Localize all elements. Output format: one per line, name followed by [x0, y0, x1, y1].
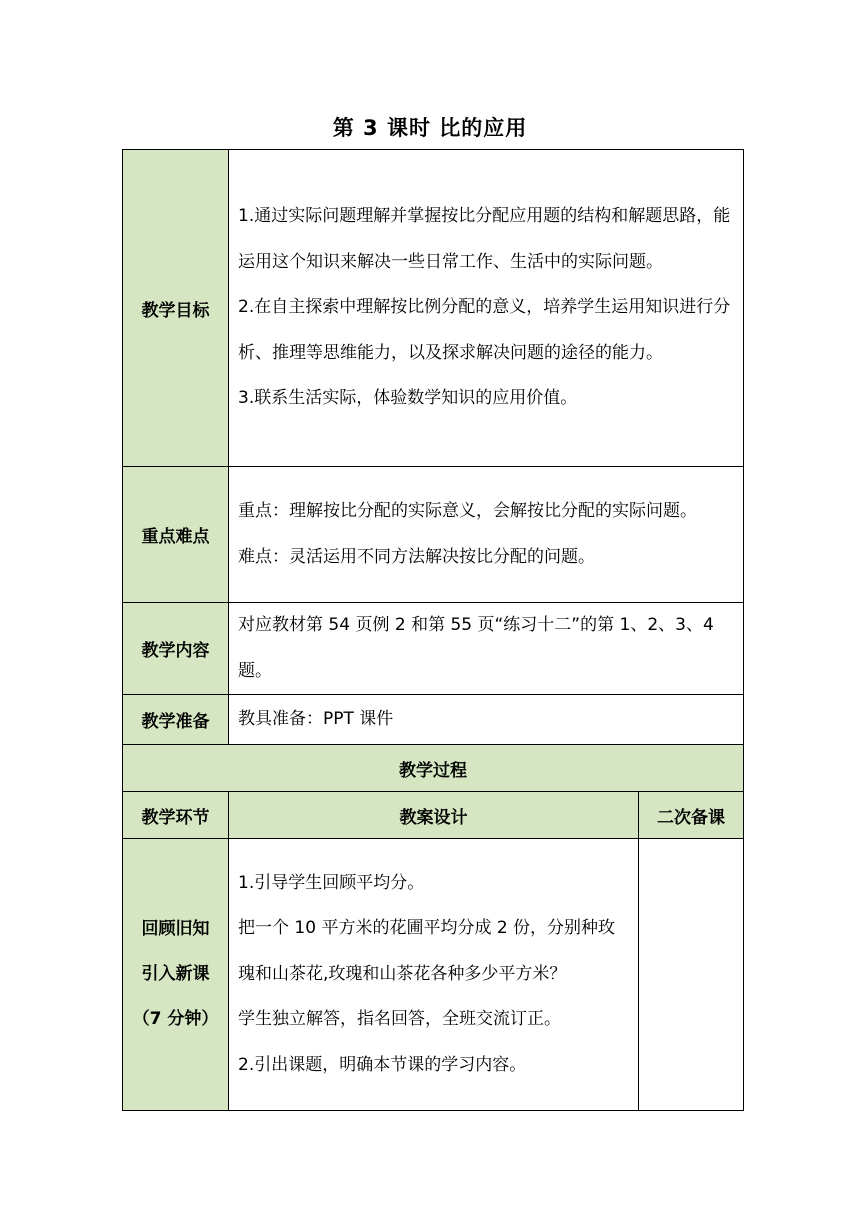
design-item: 学生独立解答，指名回答，全班交流订正。 — [238, 1009, 561, 1030]
key-point-text: 重点：理解按比分配的实际意义，会解按比分配的实际问题。 — [238, 501, 697, 521]
process-heading: 教学过程 — [123, 745, 744, 792]
objectives-label: 教学目标 — [123, 150, 229, 467]
preparation-text: 教具准备：PPT 课件 — [229, 695, 744, 745]
objectives-row — [123, 150, 744, 467]
stage-label-line: 引入新课 — [141, 964, 210, 984]
stage-label-line: 回顾旧知 — [141, 919, 210, 939]
stage-duration: （7 分钟） — [132, 1009, 219, 1029]
stage-design-cell — [229, 839, 639, 1111]
design-item: 把一个 10 平方米的花圃平均分成 2 份，分别种玫瑰和山茶花,玫瑰和山茶花各种多少平方米？ — [238, 918, 616, 984]
key-points-label: 重点难点 — [123, 467, 229, 603]
objective-item: 3.联系生活实际，体验数学知识的应用价值。 — [238, 388, 578, 409]
design-item: 1.引导学生回顾平均分。 — [238, 872, 425, 893]
page-title: 第 3 课时 比的应用 — [332, 116, 528, 140]
process-heading-row — [123, 745, 744, 792]
objectives-cell — [229, 150, 744, 467]
column-header-stage: 教学环节 — [123, 792, 229, 839]
objective-item: 2.在自主探索中理解按比例分配的意义，培养学生运用知识进行分析、推理等思维能力，以及探求解决问题的途径的能力。 — [238, 297, 731, 363]
difficult-point-text: 难点：灵活运用不同方法解决按比分配的问题。 — [238, 546, 595, 567]
process-stage-row — [123, 839, 744, 1111]
preparation-label: 教学准备 — [123, 695, 229, 745]
revision-notes-cell — [639, 839, 744, 1111]
design-item: 2.引出课题，明确本节课的学习内容。 — [238, 1054, 527, 1075]
content-text: 对应教材第 54 页例 2 和第 55 页“练习十二”的第 1、2、3、4 题。 — [229, 603, 744, 695]
content-row — [123, 603, 744, 695]
column-header-revision: 二次备课 — [639, 792, 744, 839]
content-label: 教学内容 — [123, 603, 229, 695]
lesson-plan-table — [122, 149, 744, 1111]
objective-item: 1.通过实际问题理解并掌握按比分配应用题的结构和解题思路，能运用这个知识来解决一些日常工作、生活中的实际问题。 — [238, 206, 731, 272]
column-header-design: 教案设计 — [229, 792, 639, 839]
stage-label — [123, 839, 229, 1111]
key-points-row — [123, 467, 744, 603]
key-points-cell — [229, 467, 744, 603]
process-header-row — [123, 792, 744, 839]
preparation-row — [123, 695, 744, 745]
